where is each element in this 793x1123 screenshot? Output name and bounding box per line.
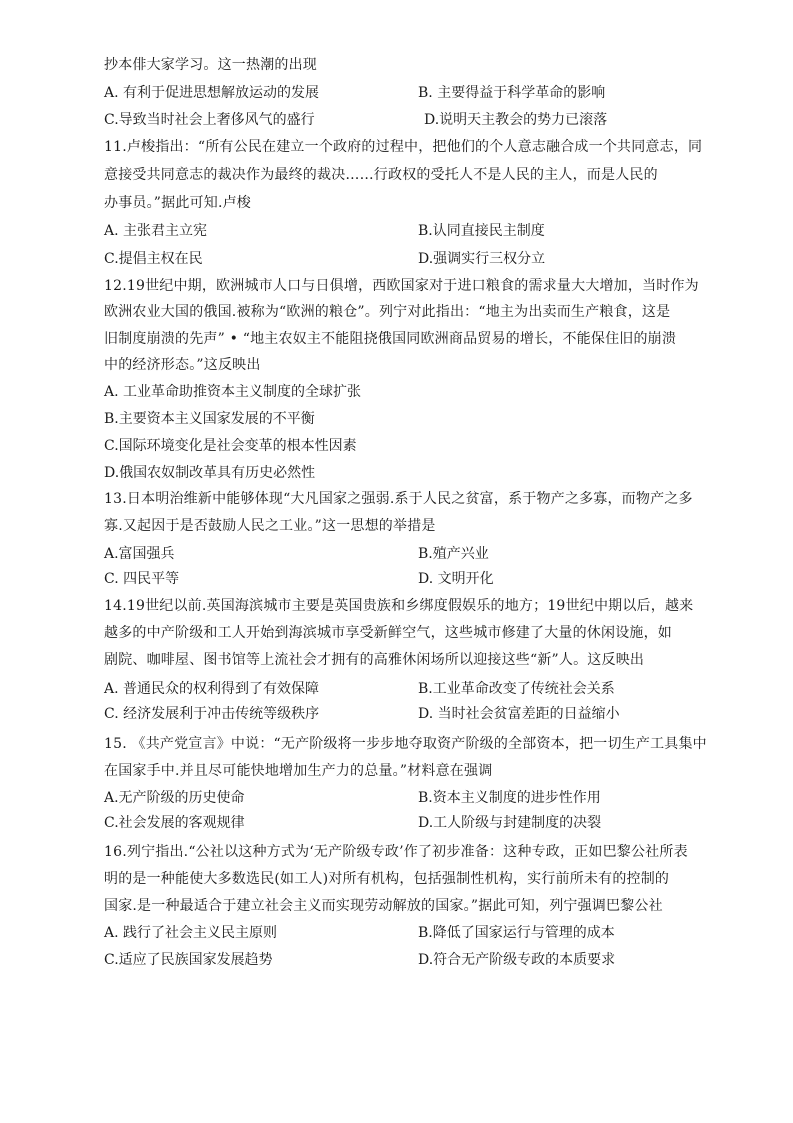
q15-option-c: C.社会发展的客观规律 [104,815,245,831]
q16-stem-line-3: 国家.是一种最适合于建立社会主义而实现劳动解放的国家。”据此可知，列宁强调巴黎公社 [104,898,663,914]
q12-stem-line-3: 旧制度崩溃的先声” • “地主农奴主不能阻挠俄国同欧洲商品贸易的增长，不能保住旧的崩溃 [104,331,677,347]
q10-option-b: B. 主要得益于科学革命的影响 [418,85,606,101]
q11-option-d: D.强调实行三权分立 [418,251,546,267]
q14-option-a: A. 普通民众的权利得到了有效保障 [104,681,320,697]
q15-option-b: B.资本主义制度的进步性作用 [418,790,601,806]
q14-option-b: B.工业革命改变了传统社会关系 [418,681,615,697]
q15-stem-line-2: 在国家手中.并且尽可能快地增加生产力的总量。”材料意在强调 [104,763,493,779]
q16-option-b: B.降低了国家运行与管理的成本 [418,925,615,941]
q16-option-a: A. 践行了社会主义民主原则 [104,925,278,941]
q16-stem-line-2: 明的是一种能使大多数选民(如工人)对所有机构，包括强制性机构，实行前所未有的控制的 [104,871,670,887]
q10-option-a: A. 有利于促进思想解放运动的发展 [104,85,320,101]
q12-stem-line-2: 欧洲农业大国的俄国.被称为“欧洲的粮仓”。列宁对此指出：“地主为出卖而生产粮食，这是 [104,304,671,320]
q11-stem-line-1: 11.卢梭指出：“所有公民在建立一个政府的过程中，把他们的个人意志融合成一个共同意志，同 [104,139,703,155]
q13-stem-line-1: 13.日本明治维新中能够体现“大凡国家之强弱.系于人民之贫富，系于物产之多寡，而物产之多 [104,491,693,507]
q13-stem-line-2: 寡.又起因于是否鼓励人民之工业。”这一思想的举措是 [104,518,436,534]
q14-stem-line-1: 14.19世纪以前.英国海滨城市主要是英国贵族和乡绑度假娱乐的地方；19世纪中期以后，越来 [104,598,694,614]
q13-option-d: D. 文明开化 [418,571,494,587]
q14-option-d: D. 当时社会贫富差距的日益缩小 [418,706,620,722]
q10-stem-tail: 抄本俳大家学习。这一热潮的出现 [104,57,317,73]
q16-option-c: C.适应了民族国家发展趋势 [104,952,273,968]
q12-stem-line-4: 中的经济形态。”这反映出 [104,357,261,373]
q11-stem-line-3: 办事员。”据此可知.卢梭 [104,195,252,211]
q10-option-c: C.导致当时社会上奢侈风气的盛行 [104,112,315,128]
q14-stem-line-3: 剧院、咖啡屋、图书馆等上流社会才拥有的高雅休闲场所以迎接这些“新”人。这反映出 [104,652,645,668]
q13-option-c: C. 四民平等 [104,571,180,587]
q11-stem-line-2: 意接受共同意志的裁决作为最终的裁决……行政权的受托人不是人民的主人，而是人民的 [104,167,658,183]
q13-option-b: B.殖产兴业 [418,546,489,562]
q12-option-b: B.主要资本主义国家发展的不平衡 [104,411,315,427]
q12-option-a: A. 工业革命助推资本主义制度的全球扩张 [104,384,362,400]
q15-option-a: A.无产阶级的历史使命 [104,790,245,806]
q12-option-c: C.国际环境变化是社会变革的根本性因素 [104,438,357,454]
q15-stem-line-1: 15. 《共产党宣言》中说：“无产阶级将一步步地夺取资产阶级的全部资本，把一切生产工具集中 [104,736,707,752]
q11-option-a: A. 主张君主立宪 [104,223,208,239]
q12-stem-line-1: 12.19世纪中期，欧洲城市人口与日俱增，西欧国家对于进口粮食的需求量大大增加，当时作为 [104,278,699,294]
q12-option-d: D.俄国农奴制改革具有历史必然性 [104,465,316,481]
q10-option-d: D.说明天主教会的势力已滚落 [424,112,608,128]
q11-option-c: C.提倡主权在民 [104,251,203,267]
q13-option-a: A.富国强兵 [104,546,175,562]
q14-option-c: C. 经济发展利于冲击传统等级秩序 [104,706,320,722]
q14-stem-line-2: 越多的中产阶级和工人开始到海滨城市享受新鲜空气，这些城市修建了大量的休闲设施，如 [104,625,672,641]
q16-option-d: D.符合无产阶级专政的本质要求 [418,952,616,968]
q15-option-d: D.工人阶级与封建制度的决裂 [418,815,602,831]
q16-stem-line-1: 16.列宁指出.“公社以这种方式为‘无产阶级专政’作了初步准备：这种专政，正如巴黎公社所表 [104,844,688,860]
q11-option-b: B.认同直接民主制度 [418,223,545,239]
